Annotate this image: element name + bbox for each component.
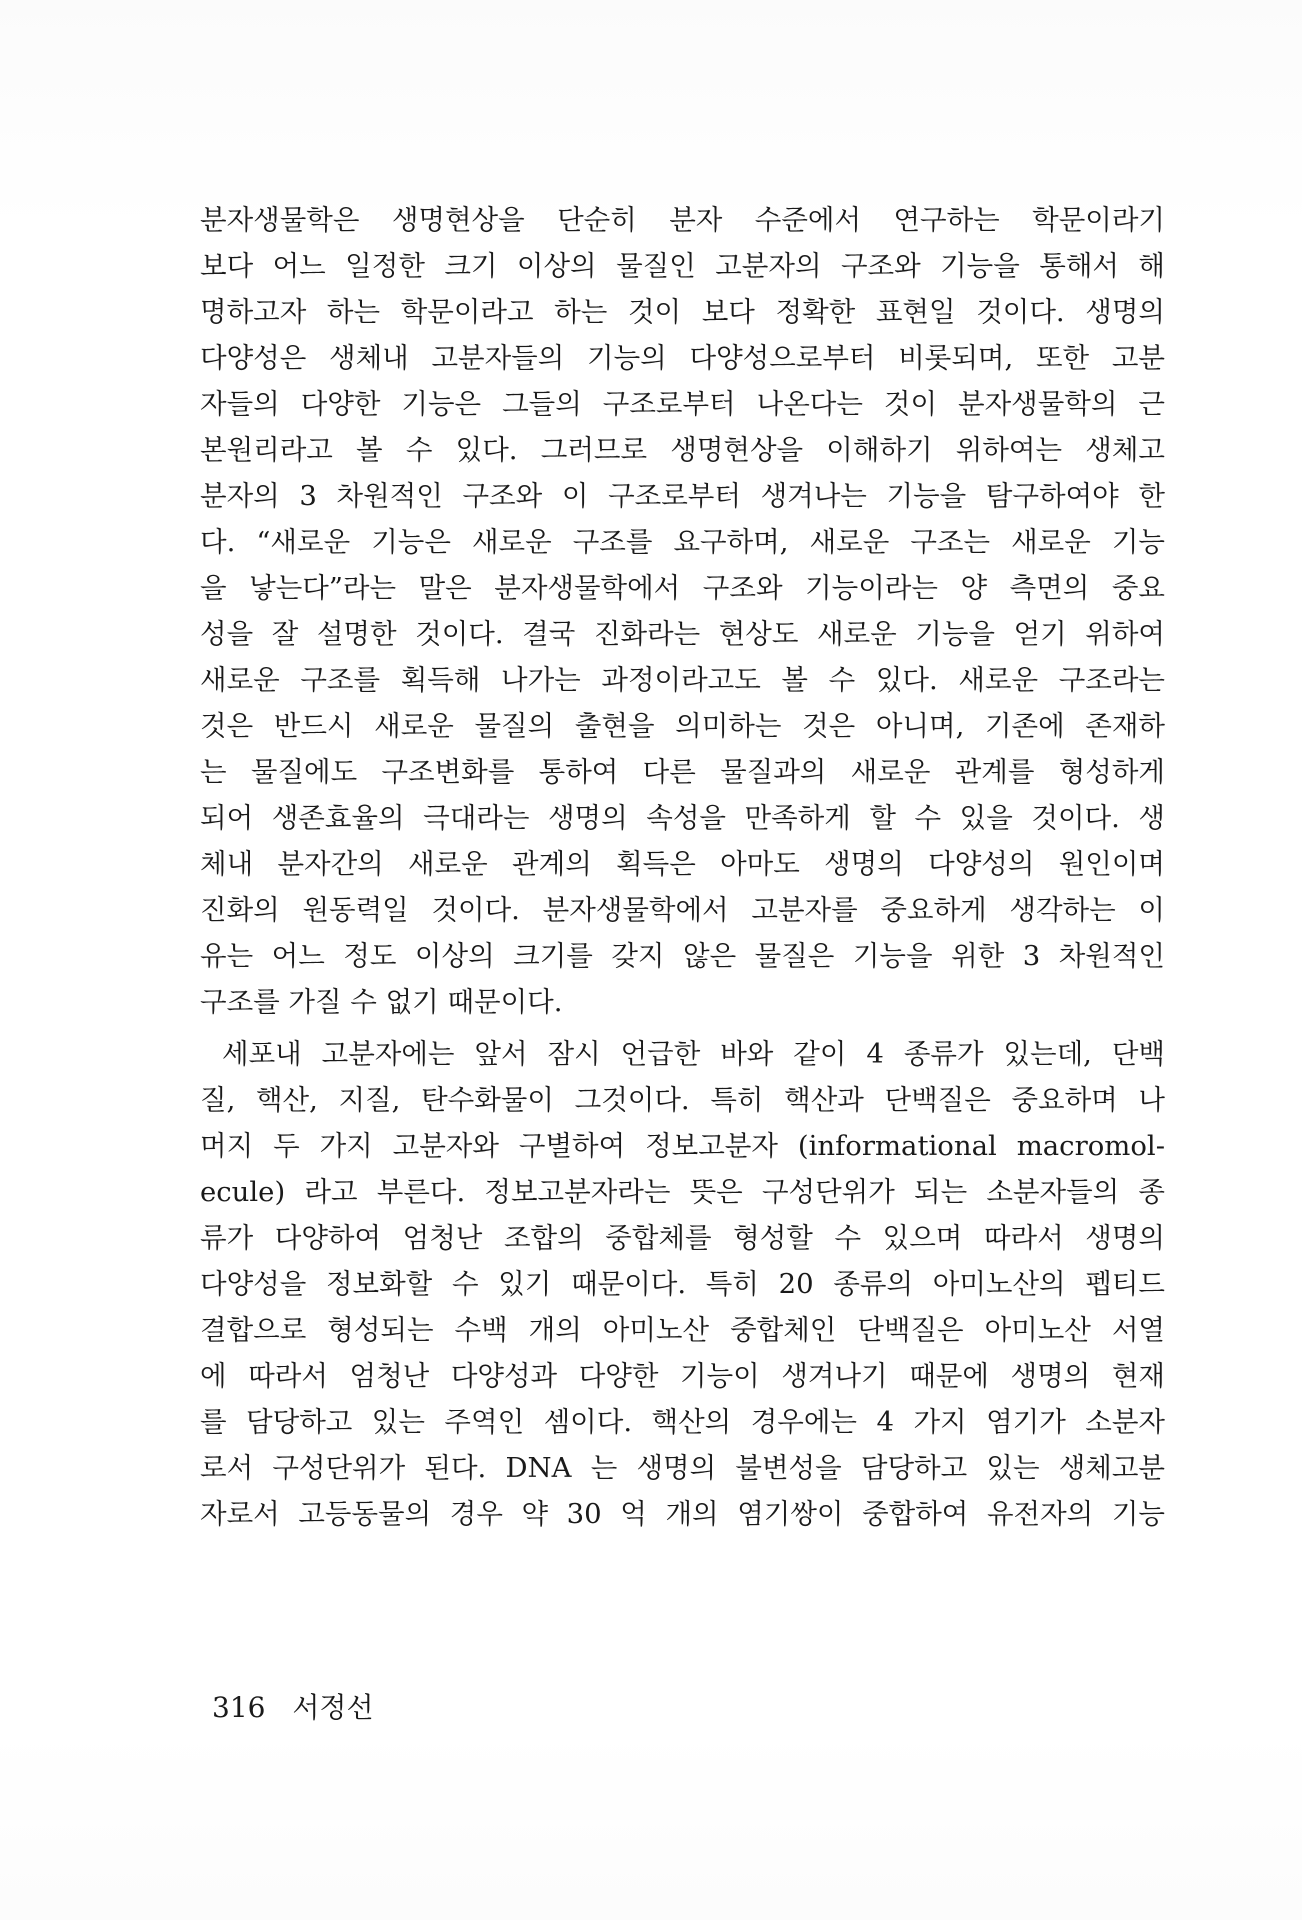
text-line: 머지 두 가지 고분자와 구별하여 정보고분자 (informational macromol-: [200, 1130, 1165, 1162]
text-line: 체내 분자간의 새로운 관계의 획득은 아마도 생명의 다양성의 원인이며: [200, 848, 1165, 880]
text-line: 을 낳는다”라는 말은 분자생물학에서 구조와 기능이라는 양 측면의 중요: [200, 572, 1165, 604]
text-line: 자들의 다양한 기능은 그들의 구조로부터 나온다는 것이 분자생물학의 근: [200, 388, 1165, 420]
text-line: 세포내 고분자에는 앞서 잠시 언급한 바와 같이 4 종류가 있는데, 단백: [222, 1038, 1165, 1070]
text-line: 질, 핵산, 지질, 탄수화물이 그것이다. 특히 핵산과 단백질은 중요하며 나: [200, 1084, 1165, 1116]
text-line: 류가 다양하여 엄청난 조합의 중합체를 형성할 수 있으며 따라서 생명의: [200, 1222, 1165, 1254]
text-line: 본원리라고 볼 수 있다. 그러므로 생명현상을 이해하기 위하여는 생체고: [200, 434, 1165, 466]
text-line: 다양성을 정보화할 수 있기 때문이다. 특히 20 종류의 아미노산의 펩티드: [200, 1268, 1165, 1300]
text-line: 보다 어느 일정한 크기 이상의 물질인 고분자의 구조와 기능을 통해서 해: [200, 250, 1165, 282]
text-line: 다양성은 생체내 고분자들의 기능의 다양성으로부터 비롯되며, 또한 고분: [200, 342, 1165, 374]
paragraph-2: [200, 1031, 1165, 1537]
paragraph-1: [200, 197, 1165, 1025]
text-line: 자로서 고등동물의 경우 약 30 억 개의 염기쌍이 중합하여 유전자의 기능: [200, 1498, 1165, 1530]
text-line: 것은 반드시 새로운 물질의 출현을 의미하는 것은 아니며, 기존에 존재하: [200, 710, 1165, 742]
text-line: 에 따라서 엄청난 다양성과 다양한 기능이 생겨나기 때문에 생명의 현재: [200, 1360, 1165, 1392]
text-line: 되어 생존효율의 극대라는 생명의 속성을 만족하게 할 수 있을 것이다. 생: [200, 802, 1165, 834]
text-line: 분자의 3 차원적인 구조와 이 구조로부터 생겨나는 기능을 탐구하여야 한: [200, 480, 1165, 512]
text-line: 구조를 가질 수 없기 때문이다.: [200, 986, 563, 1018]
text-line: 진화의 원동력일 것이다. 분자생물학에서 고분자를 중요하게 생각하는 이: [200, 894, 1165, 926]
text-line: 를 담당하고 있는 주역인 셈이다. 핵산의 경우에는 4 가지 염기가 소분자: [200, 1406, 1165, 1438]
text-line: 새로운 구조를 획득해 나가는 과정이라고도 볼 수 있다. 새로운 구조라는: [200, 664, 1165, 696]
body-text: [200, 197, 1165, 1537]
text-line: ecule) 라고 부른다. 정보고분자라는 뜻은 구성단위가 되는 소분자들의 종: [200, 1176, 1165, 1208]
text-line: 는 물질에도 구조변화를 통하여 다른 물질과의 새로운 관계를 형성하게: [200, 756, 1165, 788]
text-line: 유는 어느 정도 이상의 크기를 갖지 않은 물질은 기능을 위한 3 차원적인: [200, 940, 1165, 972]
text-line: 명하고자 하는 학문이라고 하는 것이 보다 정확한 표현일 것이다. 생명의: [200, 296, 1165, 328]
text-line: 성을 잘 설명한 것이다. 결국 진화라는 현상도 새로운 기능을 얻기 위하여: [200, 618, 1165, 650]
page-footer: [212, 1686, 374, 1726]
text-line: 분자생물학은 생명현상을 단순히 분자 수준에서 연구하는 학문이라기: [200, 204, 1165, 236]
text-line: 로서 구성단위가 된다. DNA 는 생명의 불변성을 담당하고 있는 생체고분: [200, 1452, 1165, 1484]
text-line: 결합으로 형성되는 수백 개의 아미노산 중합체인 단백질은 아미노산 서열: [200, 1314, 1165, 1346]
footer-author: 서정선: [292, 1691, 374, 1724]
page-number: 316: [212, 1691, 266, 1724]
text-line: 다. “새로운 기능은 새로운 구조를 요구하며, 새로운 구조는 새로운 기능: [200, 526, 1165, 558]
